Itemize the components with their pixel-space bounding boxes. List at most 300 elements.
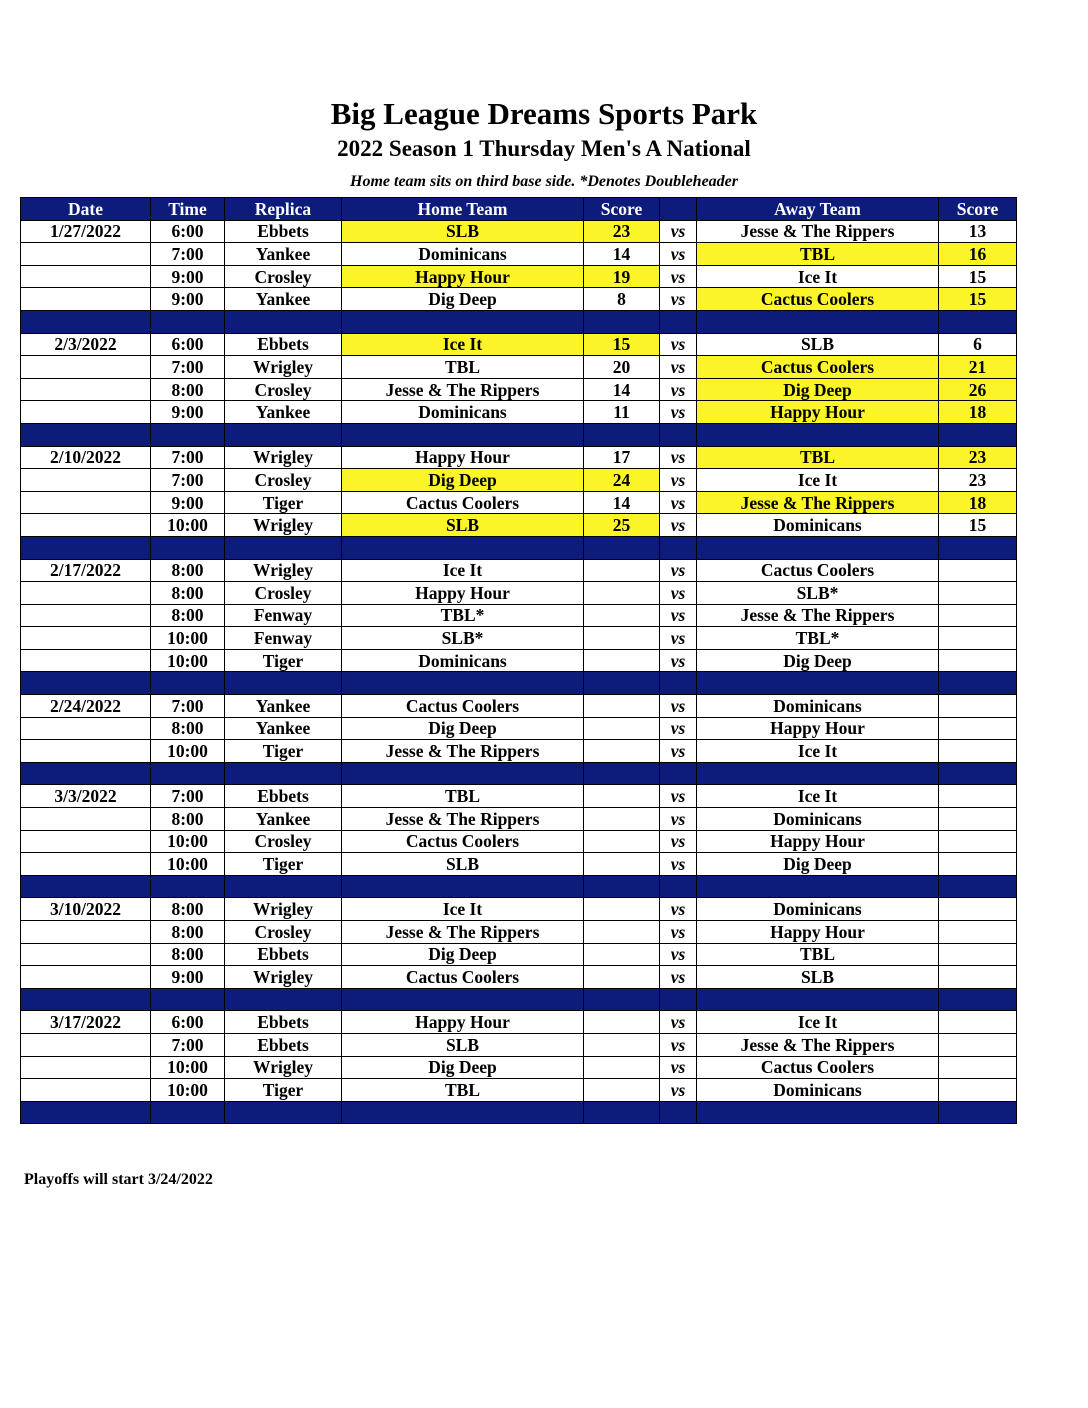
separator-cell — [939, 988, 1017, 1011]
page-subtitle: 2022 Season 1 Thursday Men's A National — [337, 136, 751, 161]
home-score-cell — [584, 966, 660, 989]
time-cell: 9:00 — [151, 491, 225, 514]
home-team-cell: Happy Hour — [342, 1011, 584, 1034]
time-cell: 9:00 — [151, 401, 225, 424]
home-team-cell: Cactus Coolers — [342, 966, 584, 989]
time-cell: 6:00 — [151, 220, 225, 243]
home-team-cell: Dominicans — [342, 401, 584, 424]
away-team-cell: Happy Hour — [697, 830, 939, 853]
home-team-cell: TBL — [342, 356, 584, 379]
table-row — [21, 627, 1017, 650]
away-team-cell: Cactus Coolers — [697, 356, 939, 379]
column-header-vs — [660, 198, 697, 221]
away-score-cell — [939, 966, 1017, 989]
separator-cell — [939, 875, 1017, 898]
home-team-cell: Jesse & The Rippers — [342, 808, 584, 831]
separator-cell — [939, 1101, 1017, 1124]
separator-cell — [584, 875, 660, 898]
home-score-cell — [584, 1033, 660, 1056]
away-score-cell — [939, 785, 1017, 808]
table-row — [21, 582, 1017, 605]
vs-cell: vs — [660, 717, 697, 740]
replica-cell: Tiger — [225, 1079, 342, 1102]
time-cell: 9:00 — [151, 288, 225, 311]
date-cell — [21, 649, 151, 672]
date-cell: 3/10/2022 — [21, 898, 151, 921]
home-score-cell — [584, 1079, 660, 1102]
home-score-cell: 14 — [584, 491, 660, 514]
separator-cell — [225, 875, 342, 898]
replica-cell: Crosley — [225, 830, 342, 853]
week-separator-row — [21, 988, 1017, 1011]
home-team-cell: Happy Hour — [342, 446, 584, 469]
separator-cell — [225, 672, 342, 695]
time-cell: 8:00 — [151, 943, 225, 966]
replica-cell: Tiger — [225, 740, 342, 763]
separator-cell — [660, 423, 697, 446]
away-team-cell: Ice It — [697, 469, 939, 492]
away-score-cell: 16 — [939, 243, 1017, 266]
schedule-table — [20, 197, 1017, 1124]
vs-cell: vs — [660, 830, 697, 853]
home-score-cell — [584, 785, 660, 808]
away-team-cell: Jesse & The Rippers — [697, 491, 939, 514]
separator-cell — [697, 423, 939, 446]
home-team-cell: SLB — [342, 853, 584, 876]
away-score-cell: 15 — [939, 514, 1017, 537]
home-team-cell: Ice It — [342, 898, 584, 921]
column-header-away-team: Away Team — [697, 198, 939, 221]
vs-cell: vs — [660, 627, 697, 650]
separator-cell — [584, 536, 660, 559]
time-cell: 8:00 — [151, 921, 225, 944]
away-team-cell: SLB — [697, 966, 939, 989]
replica-cell: Tiger — [225, 649, 342, 672]
time-cell: 10:00 — [151, 1056, 225, 1079]
separator-cell — [342, 423, 584, 446]
column-header-replica: Replica — [225, 198, 342, 221]
replica-cell: Wrigley — [225, 356, 342, 379]
separator-cell — [939, 672, 1017, 695]
replica-cell: Crosley — [225, 265, 342, 288]
away-score-cell — [939, 853, 1017, 876]
replica-cell: Fenway — [225, 604, 342, 627]
separator-cell — [660, 310, 697, 333]
vs-cell: vs — [660, 943, 697, 966]
replica-cell: Yankee — [225, 808, 342, 831]
separator-cell — [151, 762, 225, 785]
vs-cell: vs — [660, 604, 697, 627]
date-cell — [21, 378, 151, 401]
vs-cell: vs — [660, 1079, 697, 1102]
vs-cell: vs — [660, 898, 697, 921]
replica-cell: Crosley — [225, 921, 342, 944]
time-cell: 8:00 — [151, 808, 225, 831]
separator-cell — [342, 988, 584, 1011]
date-cell — [21, 740, 151, 763]
page-title: Big League Dreams Sports Park — [330, 96, 758, 131]
table-row — [21, 220, 1017, 243]
home-score-cell — [584, 649, 660, 672]
home-score-cell: 15 — [584, 333, 660, 356]
separator-cell — [939, 536, 1017, 559]
replica-cell: Ebbets — [225, 220, 342, 243]
home-score-cell: 14 — [584, 243, 660, 266]
replica-cell: Ebbets — [225, 785, 342, 808]
date-cell — [21, 491, 151, 514]
replica-cell: Wrigley — [225, 446, 342, 469]
time-cell: 10:00 — [151, 853, 225, 876]
table-row — [21, 333, 1017, 356]
home-team-cell: TBL — [342, 1079, 584, 1102]
separator-cell — [584, 423, 660, 446]
home-score-cell — [584, 627, 660, 650]
replica-cell: Crosley — [225, 469, 342, 492]
home-team-cell: SLB — [342, 514, 584, 537]
vs-cell: vs — [660, 966, 697, 989]
date-cell — [21, 853, 151, 876]
replica-cell: Ebbets — [225, 943, 342, 966]
table-row — [21, 401, 1017, 424]
home-score-cell — [584, 808, 660, 831]
away-team-cell: Cactus Coolers — [697, 559, 939, 582]
separator-cell — [151, 875, 225, 898]
away-score-cell: 21 — [939, 356, 1017, 379]
away-score-cell — [939, 649, 1017, 672]
separator-cell — [225, 423, 342, 446]
home-team-cell: TBL* — [342, 604, 584, 627]
vs-cell: vs — [660, 921, 697, 944]
home-team-cell: Jesse & The Rippers — [342, 921, 584, 944]
away-team-cell: Jesse & The Rippers — [697, 220, 939, 243]
separator-cell — [151, 988, 225, 1011]
date-cell — [21, 717, 151, 740]
replica-cell: Crosley — [225, 378, 342, 401]
column-header-date: Date — [21, 198, 151, 221]
separator-cell — [584, 988, 660, 1011]
schedule-note: Home team sits on third base side. *Denotes Doubleheader — [350, 173, 738, 190]
home-score-cell — [584, 604, 660, 627]
away-team-cell: Jesse & The Rippers — [697, 604, 939, 627]
vs-cell: vs — [660, 469, 697, 492]
separator-cell — [342, 1101, 584, 1124]
home-score-cell — [584, 1056, 660, 1079]
date-cell — [21, 265, 151, 288]
separator-cell — [697, 672, 939, 695]
away-team-cell: TBL* — [697, 627, 939, 650]
home-team-cell: SLB — [342, 1033, 584, 1056]
date-cell — [21, 288, 151, 311]
separator-cell — [225, 536, 342, 559]
separator-cell — [21, 1101, 151, 1124]
away-score-cell — [939, 740, 1017, 763]
away-team-cell: Cactus Coolers — [697, 288, 939, 311]
date-cell — [21, 1079, 151, 1102]
away-score-cell: 23 — [939, 469, 1017, 492]
table-row — [21, 830, 1017, 853]
away-team-cell: Dig Deep — [697, 853, 939, 876]
playoffs-note: Playoffs will start 3/24/2022 — [24, 1171, 213, 1188]
date-cell — [21, 943, 151, 966]
separator-cell — [697, 536, 939, 559]
home-team-cell: Ice It — [342, 333, 584, 356]
home-score-cell — [584, 853, 660, 876]
table-header-row — [21, 198, 1017, 221]
away-score-cell: 18 — [939, 491, 1017, 514]
away-score-cell — [939, 695, 1017, 718]
table-row — [21, 514, 1017, 537]
separator-cell — [342, 762, 584, 785]
replica-cell: Wrigley — [225, 898, 342, 921]
separator-cell — [939, 423, 1017, 446]
home-score-cell — [584, 695, 660, 718]
date-cell — [21, 966, 151, 989]
separator-cell — [660, 875, 697, 898]
replica-cell: Yankee — [225, 695, 342, 718]
home-score-cell: 23 — [584, 220, 660, 243]
time-cell: 10:00 — [151, 649, 225, 672]
away-team-cell: Ice It — [697, 1011, 939, 1034]
table-row — [21, 966, 1017, 989]
table-row — [21, 695, 1017, 718]
home-score-cell — [584, 582, 660, 605]
home-team-cell: Ice It — [342, 559, 584, 582]
home-team-cell: Dominicans — [342, 649, 584, 672]
home-score-cell — [584, 717, 660, 740]
table-row — [21, 1056, 1017, 1079]
time-cell: 10:00 — [151, 514, 225, 537]
replica-cell: Yankee — [225, 717, 342, 740]
table-row — [21, 491, 1017, 514]
time-cell: 10:00 — [151, 1079, 225, 1102]
away-score-cell — [939, 604, 1017, 627]
date-cell — [21, 921, 151, 944]
vs-cell: vs — [660, 1033, 697, 1056]
vs-cell: vs — [660, 582, 697, 605]
vs-cell: vs — [660, 649, 697, 672]
date-cell: 2/17/2022 — [21, 559, 151, 582]
separator-cell — [660, 762, 697, 785]
table-row — [21, 288, 1017, 311]
separator-cell — [21, 672, 151, 695]
away-team-cell: Happy Hour — [697, 921, 939, 944]
vs-cell: vs — [660, 1011, 697, 1034]
table-row — [21, 649, 1017, 672]
replica-cell: Ebbets — [225, 333, 342, 356]
time-cell: 8:00 — [151, 559, 225, 582]
away-score-cell — [939, 1079, 1017, 1102]
away-score-cell — [939, 559, 1017, 582]
table-row — [21, 853, 1017, 876]
column-header-away-score: Score — [939, 198, 1017, 221]
separator-cell — [225, 762, 342, 785]
away-team-cell: TBL — [697, 243, 939, 266]
home-score-cell: 11 — [584, 401, 660, 424]
away-score-cell — [939, 921, 1017, 944]
away-team-cell: Ice It — [697, 265, 939, 288]
replica-cell: Yankee — [225, 243, 342, 266]
home-score-cell — [584, 1011, 660, 1034]
column-header-home-score: Score — [584, 198, 660, 221]
vs-cell: vs — [660, 740, 697, 763]
table-row — [21, 943, 1017, 966]
separator-cell — [151, 536, 225, 559]
time-cell: 8:00 — [151, 898, 225, 921]
separator-cell — [21, 310, 151, 333]
away-team-cell: Dominicans — [697, 514, 939, 537]
replica-cell: Wrigley — [225, 966, 342, 989]
away-team-cell: TBL — [697, 446, 939, 469]
separator-cell — [151, 423, 225, 446]
time-cell: 8:00 — [151, 378, 225, 401]
separator-cell — [697, 310, 939, 333]
week-separator-row — [21, 672, 1017, 695]
away-team-cell: Ice It — [697, 740, 939, 763]
vs-cell: vs — [660, 333, 697, 356]
home-score-cell — [584, 740, 660, 763]
vs-cell: vs — [660, 559, 697, 582]
date-cell: 2/24/2022 — [21, 695, 151, 718]
separator-cell — [21, 762, 151, 785]
home-score-cell — [584, 921, 660, 944]
week-separator-row — [21, 536, 1017, 559]
separator-cell — [225, 988, 342, 1011]
vs-cell: vs — [660, 265, 697, 288]
separator-cell — [21, 875, 151, 898]
home-score-cell — [584, 559, 660, 582]
vs-cell: vs — [660, 446, 697, 469]
vs-cell: vs — [660, 853, 697, 876]
table-row — [21, 808, 1017, 831]
separator-cell — [584, 1101, 660, 1124]
home-team-cell: Dig Deep — [342, 469, 584, 492]
away-score-cell: 18 — [939, 401, 1017, 424]
table-row — [21, 265, 1017, 288]
time-cell: 9:00 — [151, 966, 225, 989]
date-cell — [21, 401, 151, 424]
home-team-cell: Jesse & The Rippers — [342, 378, 584, 401]
separator-cell — [342, 310, 584, 333]
home-team-cell: SLB* — [342, 627, 584, 650]
home-score-cell: 25 — [584, 514, 660, 537]
week-separator-row — [21, 310, 1017, 333]
table-row — [21, 1033, 1017, 1056]
time-cell: 8:00 — [151, 717, 225, 740]
away-score-cell — [939, 1056, 1017, 1079]
time-cell: 10:00 — [151, 740, 225, 763]
away-team-cell: Cactus Coolers — [697, 1056, 939, 1079]
home-score-cell: 14 — [584, 378, 660, 401]
time-cell: 7:00 — [151, 446, 225, 469]
away-team-cell: Dominicans — [697, 695, 939, 718]
table-row — [21, 717, 1017, 740]
table-row — [21, 469, 1017, 492]
away-team-cell: Happy Hour — [697, 401, 939, 424]
vs-cell: vs — [660, 808, 697, 831]
date-cell — [21, 627, 151, 650]
separator-cell — [342, 875, 584, 898]
replica-cell: Wrigley — [225, 514, 342, 537]
date-cell: 1/27/2022 — [21, 220, 151, 243]
vs-cell: vs — [660, 288, 697, 311]
table-row — [21, 785, 1017, 808]
week-separator-row — [21, 423, 1017, 446]
away-score-cell — [939, 1011, 1017, 1034]
separator-cell — [660, 672, 697, 695]
away-score-cell — [939, 1033, 1017, 1056]
away-team-cell: Dominicans — [697, 898, 939, 921]
home-score-cell: 24 — [584, 469, 660, 492]
home-team-cell: Dig Deep — [342, 1056, 584, 1079]
time-cell: 7:00 — [151, 356, 225, 379]
separator-cell — [939, 310, 1017, 333]
table-row — [21, 921, 1017, 944]
replica-cell: Yankee — [225, 288, 342, 311]
separator-cell — [660, 988, 697, 1011]
away-team-cell: Dig Deep — [697, 649, 939, 672]
column-header-time: Time — [151, 198, 225, 221]
date-cell — [21, 830, 151, 853]
table-row — [21, 898, 1017, 921]
table-row — [21, 740, 1017, 763]
away-score-cell — [939, 717, 1017, 740]
separator-cell — [584, 762, 660, 785]
replica-cell: Tiger — [225, 491, 342, 514]
away-score-cell: 15 — [939, 288, 1017, 311]
away-team-cell: SLB* — [697, 582, 939, 605]
separator-cell — [21, 988, 151, 1011]
separator-cell — [584, 310, 660, 333]
table-row — [21, 378, 1017, 401]
away-score-cell: 6 — [939, 333, 1017, 356]
away-score-cell — [939, 582, 1017, 605]
away-score-cell — [939, 943, 1017, 966]
away-team-cell: Dominicans — [697, 1079, 939, 1102]
separator-cell — [225, 1101, 342, 1124]
date-cell — [21, 469, 151, 492]
vs-cell: vs — [660, 785, 697, 808]
time-cell: 10:00 — [151, 627, 225, 650]
away-score-cell: 15 — [939, 265, 1017, 288]
separator-cell — [151, 672, 225, 695]
time-cell: 7:00 — [151, 469, 225, 492]
vs-cell: vs — [660, 491, 697, 514]
home-team-cell: Jesse & The Rippers — [342, 740, 584, 763]
time-cell: 6:00 — [151, 1011, 225, 1034]
separator-cell — [21, 423, 151, 446]
away-team-cell: Happy Hour — [697, 717, 939, 740]
separator-cell — [342, 536, 584, 559]
separator-cell — [697, 762, 939, 785]
date-cell: 3/17/2022 — [21, 1011, 151, 1034]
vs-cell: vs — [660, 401, 697, 424]
table-row — [21, 1079, 1017, 1102]
time-cell: 8:00 — [151, 604, 225, 627]
week-separator-row — [21, 875, 1017, 898]
separator-cell — [697, 875, 939, 898]
away-team-cell: Jesse & The Rippers — [697, 1033, 939, 1056]
home-team-cell: Dig Deep — [342, 288, 584, 311]
separator-cell — [21, 536, 151, 559]
away-team-cell: SLB — [697, 333, 939, 356]
time-cell: 6:00 — [151, 333, 225, 356]
away-team-cell: Dominicans — [697, 808, 939, 831]
separator-cell — [151, 1101, 225, 1124]
time-cell: 7:00 — [151, 1033, 225, 1056]
table-row — [21, 446, 1017, 469]
away-score-cell — [939, 830, 1017, 853]
separator-cell — [697, 1101, 939, 1124]
